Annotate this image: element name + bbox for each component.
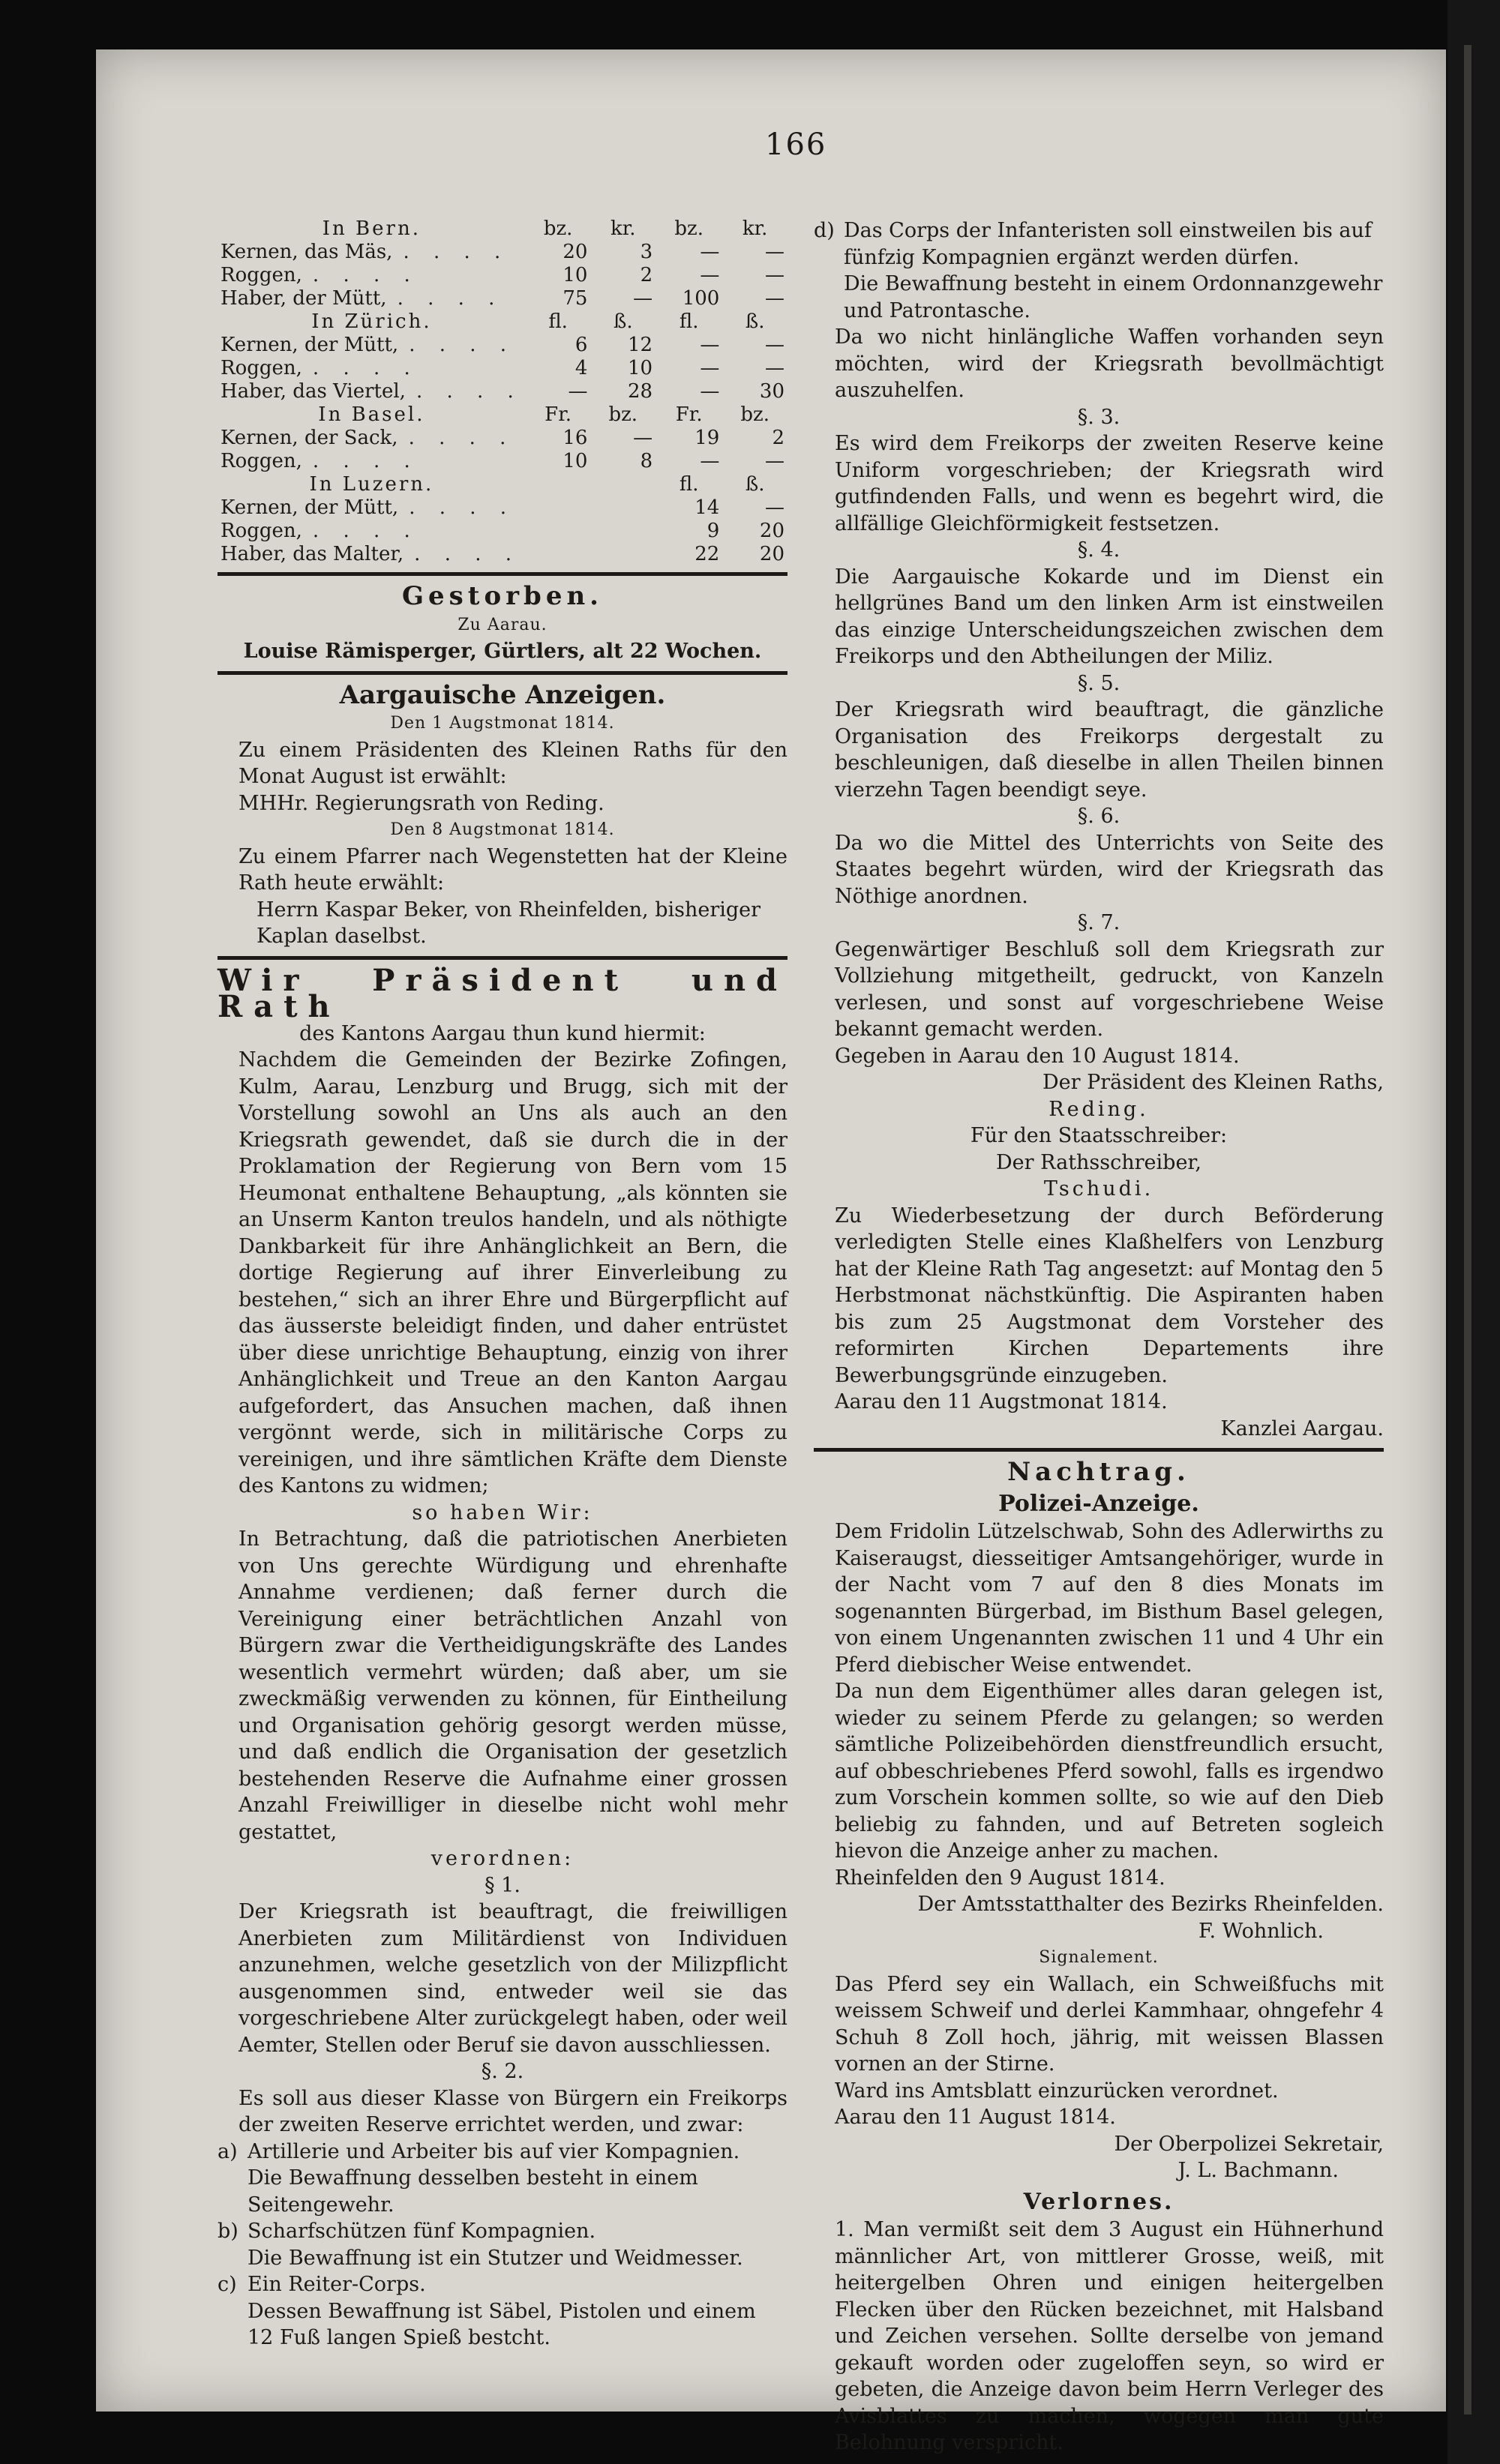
price-row bbox=[218, 380, 788, 403]
vacancy-date: Aarau den 11 Augstmonat 1814. bbox=[835, 1390, 1168, 1413]
price-value: 10 bbox=[628, 357, 653, 379]
price-value: — bbox=[765, 287, 784, 310]
list-item-text: Ein Reiter-Corps. bbox=[248, 2273, 426, 2296]
price-leader-dots: . . . . bbox=[312, 264, 419, 286]
publication-order: Ward ins Amtsblatt einzurücken verordnet. bbox=[835, 2079, 1279, 2103]
price-item: Kernen, das Mäs, bbox=[220, 241, 393, 263]
list-item-key: a) bbox=[218, 2139, 238, 2163]
price-value: 2 bbox=[772, 427, 784, 449]
price-leader-dots: . . . . bbox=[403, 241, 510, 263]
section-2-heading: §. 2. bbox=[481, 2060, 524, 2083]
price-item: Roggen, bbox=[220, 450, 302, 472]
page-number: 166 bbox=[765, 127, 827, 162]
list-item-sub: Die Bewaffnung desselben besteht in einem Seitengewehr. bbox=[248, 2166, 698, 2217]
price-value: — bbox=[765, 450, 784, 472]
decree-given: Gegeben in Aarau den 10 August 1814. bbox=[835, 1044, 1240, 1068]
section-6-text: Da wo die Mittel des Unterrichts von Seite des Staates begehrt würden, wird der Kriegsrath das Nöthige anordnen. bbox=[835, 831, 1384, 908]
price-value: 22 bbox=[694, 543, 720, 565]
price-unit: ß. bbox=[613, 310, 633, 333]
price-value: — bbox=[765, 264, 784, 286]
section-5-text: Der Kriegsrath wird beauftragt, die gänzliche Organisation des Freikorps dergestalt zu beschleunigen, daß dieselbe in allen Theilen binnen vierzehn Tagen beendigt seye. bbox=[835, 698, 1384, 802]
supplement-heading: Nachtrag. bbox=[1007, 1457, 1190, 1487]
police-notice-signature: Der Amtsstatthalter des Bezirks Rheinfelden. bbox=[917, 1893, 1384, 1916]
price-value: — bbox=[700, 334, 720, 356]
price-unit: bz. bbox=[740, 403, 770, 426]
price-leader-dots: . . . . bbox=[312, 357, 419, 379]
divider bbox=[218, 671, 788, 675]
lost-items-heading: Verlornes. bbox=[1023, 2188, 1174, 2215]
price-row bbox=[218, 520, 788, 543]
deaths-place: Zu Aarau. bbox=[458, 615, 548, 634]
police-notice-date: Rheinfelden den 9 August 1814. bbox=[835, 1866, 1166, 1890]
list-item-sub: Die Bewaffnung ist ein Stutzer und Weidmesser. bbox=[248, 2246, 743, 2270]
decree-verordnen: verordnen: bbox=[430, 1847, 574, 1870]
decree-considering: In Betrachtung, daß die patriotischen Anerbieten von Uns gerechte Würdigung und ehrenhafte Annahme verdienen; daß ferner durch die Vereinigung einer beträchtlichen Anzahl von Bürgern zwar die Vertheidigungskräfte des Landes wesentlich vermehrt würden; daß aber, um sie zweckmäßig verwenden zu können, für Eintheilung und Organisation gehörig gesorgt werden müsse, und daß endlich die Organisation der gesetzlich bestehenden Reserve die Aufnahme einer grossen Anzahl Freiwilliger in dieselbe nicht wohl mehr gestattet, bbox=[238, 1527, 788, 1844]
decree-signature-clerk-title: Der Rathsschreiber, bbox=[996, 1150, 1202, 1174]
section-2-list bbox=[218, 2139, 788, 2352]
price-item: Roggen, bbox=[220, 357, 302, 379]
police-notice-text-1: Dem Fridolin Lützelschwab, Sohn des Adlerwirths zu Kaiseraugst, diesseitiger Amtsangehöriger, wurde in der Nacht vom 7 auf den 8 dies Monats im sogenannten Bürgerbad, im Bisthum Basel gelegen, von einem Ungenannten zwischen 11 und 4 Uhr ein Pferd diebischer Weise entwendet. bbox=[835, 1520, 1384, 1677]
section-3-text: Es wird dem Freikorps der zweiten Reserve keine Uniform vorgeschrieben; der Kriegsrath wird gutfindenden Falls, und wenn es begehrt wird, die allfällige Gleichförmigkeit festsetzen. bbox=[835, 432, 1384, 535]
police-notice-signature-name: F. Wohnlich. bbox=[1198, 1919, 1324, 1943]
book-spine bbox=[1448, 0, 1500, 2464]
list-item bbox=[814, 217, 1384, 324]
price-place: In Basel. bbox=[318, 403, 425, 426]
price-leader-dots: . . . . bbox=[416, 380, 523, 403]
grain-price-table bbox=[218, 217, 788, 566]
price-place: In Luzern. bbox=[309, 473, 434, 496]
price-value: 20 bbox=[562, 241, 588, 263]
price-group-header bbox=[218, 310, 788, 334]
ads-paragraph-2: Zu einem Pfarrer nach Wegenstetten hat der Kleine Rath heute erwählt: bbox=[238, 844, 788, 895]
deaths-heading: Gestorben. bbox=[401, 581, 604, 611]
price-value: 2 bbox=[640, 264, 653, 286]
list-item bbox=[218, 2218, 788, 2271]
ads-appointee-1: MHHr. Regierungsrath von Reding. bbox=[238, 791, 604, 815]
section-4-heading: §. 4. bbox=[1077, 538, 1120, 562]
price-unit: fl. bbox=[679, 473, 699, 496]
price-value: — bbox=[700, 450, 720, 472]
list-item-text: Scharfschützen fünf Kompagnien. bbox=[248, 2220, 596, 2243]
price-value: 28 bbox=[628, 380, 653, 403]
police-secretary-signature: Der Oberpolizei Sekretair, bbox=[1114, 2132, 1384, 2156]
price-value: 9 bbox=[706, 520, 720, 542]
price-unit: Fr. bbox=[675, 403, 703, 426]
price-unit: fl. bbox=[548, 310, 568, 333]
right-column bbox=[814, 217, 1384, 2457]
price-place: In Zürich. bbox=[311, 310, 432, 333]
price-item: Roggen, bbox=[220, 264, 302, 286]
price-value: — bbox=[633, 427, 653, 449]
price-unit: kr. bbox=[610, 217, 636, 240]
price-leader-dots: . . . . bbox=[408, 427, 515, 449]
price-item: Kernen, der Mütt, bbox=[220, 334, 399, 356]
lost-items-text: 1. Man vermißt seit dem 3 August ein Hühnerhund männlicher Art, von mittlerer Grosse, weiß, mit heitergelben Ohren und einigen heitergelben Flecken über den Rücken bezeichnet, mit Halsband und Zeichen versehen. Sollte derselbe von jemand gekauft worden oder zugeloffen seyn, so wird er gebeten, die Anzeige davon beim Herrn Verleger des Avisblattes zu machen, wogegen man gute Belohnung verspricht. bbox=[835, 2218, 1384, 2454]
section-5-heading: §. 5. bbox=[1077, 671, 1120, 695]
vacancy-signature: Kanzlei Aargau. bbox=[1220, 1416, 1384, 1440]
price-value: — bbox=[700, 357, 720, 379]
price-value: 6 bbox=[574, 334, 588, 356]
price-group-header bbox=[218, 473, 788, 496]
list-item-sub: Die Bewaffnung besteht in einem Ordonnanzgewehr und Patrontasche. bbox=[844, 272, 1383, 322]
signalement-text: Das Pferd sey ein Wallach, ein Schweißfuchs mit weissem Schweif und derlei Kammhaar, ohngefehr 4 Schuh 8 Zoll hoch, jährig, mit weissen Blassen vornen an der Stirne. bbox=[835, 1972, 1384, 2076]
price-value: 75 bbox=[562, 287, 588, 310]
price-row bbox=[218, 241, 788, 264]
price-row bbox=[218, 357, 788, 380]
section-2-end: Da wo nicht hinlängliche Waffen vorhanden seyn möchten, wird der Kriegsrath bevollmächtigt auszuhelfen. bbox=[835, 325, 1384, 402]
price-place: In Bern. bbox=[322, 217, 421, 240]
decree-so-haben: so haben Wir: bbox=[412, 1500, 593, 1524]
price-value: — bbox=[765, 241, 784, 263]
list-item-key: c) bbox=[218, 2273, 237, 2296]
price-value: — bbox=[633, 287, 653, 310]
section-3-heading: §. 3. bbox=[1077, 405, 1120, 429]
price-value: 3 bbox=[640, 241, 653, 263]
price-leader-dots: . . . . bbox=[312, 450, 419, 472]
list-item-text: Artillerie und Arbeiter bis auf vier Kompagnien. bbox=[248, 2139, 740, 2163]
price-value: 10 bbox=[562, 450, 588, 472]
publication-date: Aarau den 11 August 1814. bbox=[835, 2106, 1116, 2129]
divider bbox=[218, 572, 788, 576]
price-value: 20 bbox=[759, 520, 784, 542]
section-2-text: Es soll aus dieser Klasse von Bürgern ein Freikorps der zweiten Reserve errichtet werden, und zwar: bbox=[238, 2086, 788, 2136]
price-item: Kernen, der Mütt, bbox=[220, 496, 399, 519]
price-value: 10 bbox=[562, 264, 588, 286]
price-value: 8 bbox=[640, 450, 653, 472]
price-row bbox=[218, 450, 788, 473]
price-item: Haber, der Mütt, bbox=[220, 287, 387, 310]
price-unit: bz. bbox=[674, 217, 704, 240]
price-item: Kernen, der Sack, bbox=[220, 427, 398, 449]
section-7-text: Gegenwärtiger Beschluß soll dem Kriegsrath zur Vollziehung mitgetheilt, gedruckt, von Kanzeln verlesen, und sonst auf vorgeschriebene Weise bekannt gemacht werden. bbox=[835, 937, 1384, 1041]
ads-date-2: Den 8 Augstmonat 1814. bbox=[390, 820, 615, 839]
price-unit: bz. bbox=[543, 217, 573, 240]
section-4-text: Die Aargauische Kokarde und im Dienst ein hellgrünes Band um den linken Arm ist einstweilen das einzige Unterscheidungszeichen zwischen dem Freikorps und den Abtheilungen der Miliz. bbox=[835, 565, 1384, 668]
decree-preamble: Nachdem die Gemeinden der Bezirke Zofingen, Kulm, Aarau, Lenzburg und Brugg, sich mit der Vorstellung sowohl an Uns als auch an den Kriegsrath gewendet, daß sie durch die in der Proklamation der Regierung von Bern vom 15 Heumonat enthaltene Behauptung, „als könnten sie an Unserm Kanton treulos handeln, und als nöthigte Dankbarkeit für ihre Anhänglichkeit an Bern, die dortige Regierung auf ihrer Einverleibung zu bestehen,“ sich an ihrer Ehre und Bürgerpflicht auf das äusserste beleidigt finden, und daher entrüstet über diese unrichtige Behauptung, einzig von ihrer Anhänglichkeit und Treue an den Kanton Aargau aufgefordert, das Ansuchen machen, daß ihnen vergönnt werde, sich in militärische Corps zu vereinigen, und ihre sämtlichen Kräfte dem Dienste des Kantons zu widmen; bbox=[238, 1048, 788, 1497]
price-value: 16 bbox=[562, 427, 588, 449]
price-row bbox=[218, 496, 788, 520]
price-value: 4 bbox=[574, 357, 588, 379]
price-value: 14 bbox=[694, 496, 720, 519]
price-item: Haber, das Viertel, bbox=[220, 380, 406, 403]
divider bbox=[218, 956, 788, 960]
list-item-text: Das Corps der Infanteristen soll einstweilen bis auf fünfzig Kompagnien ergänzt werden dürfen. bbox=[844, 219, 1372, 269]
ads-date-1: Den 1 Augstmonat 1814. bbox=[390, 714, 615, 733]
price-unit: Fr. bbox=[544, 403, 572, 426]
price-value: — bbox=[568, 380, 588, 403]
list-item-sub: Dessen Bewaffnung ist Säbel, Pistolen und einem 12 Fuß langen Spieß bestcht. bbox=[248, 2299, 756, 2349]
price-unit: fl. bbox=[679, 310, 699, 333]
price-unit: kr. bbox=[742, 217, 768, 240]
price-item: Haber, das Malter, bbox=[220, 543, 404, 565]
decree-signature-clerk-name: Tschudi. bbox=[1043, 1177, 1154, 1201]
page-edge bbox=[1464, 45, 1472, 2415]
section-6-heading: §. 6. bbox=[1077, 805, 1120, 828]
decree-signature-president-name: Reding. bbox=[1048, 1097, 1149, 1121]
price-value: — bbox=[700, 241, 720, 263]
section-7-heading: §. 7. bbox=[1077, 911, 1120, 934]
price-unit: bz. bbox=[608, 403, 638, 426]
decree-signature-president: Der Präsident des Kleinen Raths, bbox=[1042, 1071, 1384, 1094]
price-value: — bbox=[765, 357, 784, 379]
price-item: Roggen, bbox=[220, 520, 302, 542]
section-1-text: Der Kriegsrath ist beauftragt, die freiwilligen Anerbieten zum Militärdienst von Individuen anzunehmen, welche gesetzlich von der Milizpflicht ausgenommen sind, entweder weil sie das vorgeschriebene Alter zurückgelegt haben, oder weil Aemter, Stellen oder Beruf sie davon ausschliessen. bbox=[238, 1900, 788, 2057]
section-1-heading: § 1. bbox=[484, 1873, 520, 1897]
price-row bbox=[218, 264, 788, 287]
decree-subheading: des Kantons Aargau thun kund hiermit: bbox=[299, 1021, 706, 1045]
left-column bbox=[218, 217, 788, 2352]
price-value: — bbox=[700, 264, 720, 286]
price-row bbox=[218, 427, 788, 450]
signalement-heading: Signalement. bbox=[1039, 1948, 1159, 1967]
police-notice-text-2: Da nun dem Eigenthümer alles daran gelegen ist, wieder zu seinem Pferde zu gelangen; so werden sämtliche Polizeibehörden dienstfreundlich ersucht, auf obbeschriebenes Pferd sowohl, falls es irgendwo zum Vorschein kommen sollte, so wie auf den Dieb beliebig zu fahnden, und auf Betreten sogleich hievon die Anzeige anher zu machen. bbox=[835, 1680, 1384, 1863]
price-leader-dots: . . . . bbox=[312, 520, 419, 542]
price-value: — bbox=[765, 334, 784, 356]
ads-heading: Aargauische Anzeigen. bbox=[339, 679, 666, 710]
price-value: — bbox=[765, 496, 784, 519]
price-value: 100 bbox=[682, 287, 720, 310]
decree-signature-clerk: Für den Staatsschreiber: bbox=[970, 1124, 1228, 1147]
price-value: 19 bbox=[694, 427, 720, 449]
ads-paragraph-1: Zu einem Präsidenten des Kleinen Raths für den Monat August ist erwählt: bbox=[238, 738, 788, 788]
police-notice-heading: Polizei-Anzeige. bbox=[998, 1490, 1199, 1517]
ads-appointee-2: Herrn Kaspar Beker, von Rheinfelden, bisheriger Kaplan daselbst. bbox=[256, 898, 761, 948]
price-leader-dots: . . . . bbox=[409, 334, 516, 356]
price-value: 20 bbox=[759, 543, 784, 565]
price-row bbox=[218, 287, 788, 310]
price-leader-dots: . . . . bbox=[397, 287, 504, 310]
price-value: 30 bbox=[759, 380, 784, 403]
price-unit: ß. bbox=[745, 473, 765, 496]
divider bbox=[814, 1448, 1384, 1452]
list-item bbox=[218, 2139, 788, 2219]
list-item bbox=[218, 2271, 788, 2352]
price-leader-dots: . . . . bbox=[414, 543, 521, 565]
decree-heading: Wir Präsident und Rath bbox=[218, 962, 788, 1024]
price-row bbox=[218, 334, 788, 357]
deaths-entry: Louise Rämisperger, Gürtlers, alt 22 Wochen. bbox=[243, 640, 762, 663]
list-item-key: d) bbox=[814, 219, 835, 242]
price-row bbox=[218, 543, 788, 566]
price-group-header bbox=[218, 403, 788, 427]
price-unit: ß. bbox=[745, 310, 765, 333]
price-group-header bbox=[218, 217, 788, 241]
price-value: — bbox=[700, 380, 720, 403]
price-value: 12 bbox=[628, 334, 653, 356]
police-secretary-name: J. L. Bachmann. bbox=[1178, 2159, 1339, 2182]
vacancy-notice: Zu Wiederbesetzung der durch Beförderung verledigten Stelle eines Klaßhelfers von Lenzburg hat der Kleine Rath Tag angesetzt: auf Montag den 5 Herbstmonat nächstkünftig. Die Aspiranten haben bis zum 25 Augstmonat dem Vorsteher des reformirten Kirchen Departements ihre Bewerbungsgründe einzugeben. bbox=[835, 1204, 1384, 1387]
price-leader-dots: . . . . bbox=[409, 496, 516, 519]
list-item-key: b) bbox=[218, 2220, 238, 2243]
